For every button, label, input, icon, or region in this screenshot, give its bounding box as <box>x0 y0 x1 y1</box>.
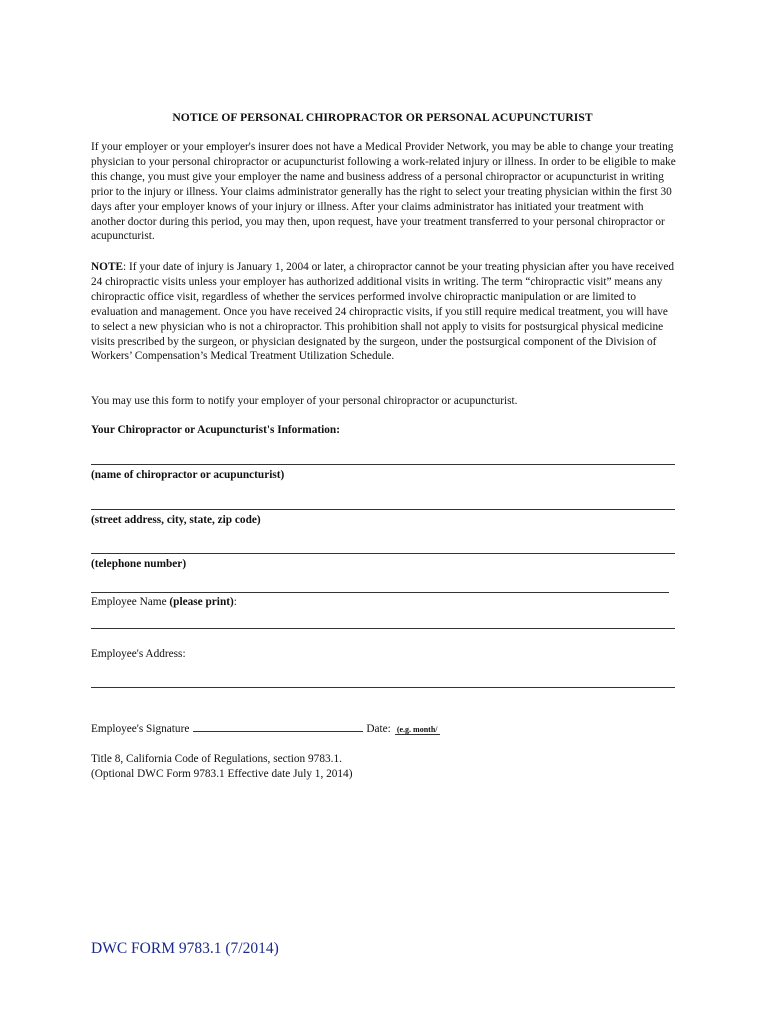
chiropractor-address-field[interactable] <box>91 509 675 510</box>
employee-name-field[interactable] <box>91 592 669 593</box>
employee-address-label: Employee's Address: <box>91 648 186 660</box>
employee-name-colon: : <box>233 596 237 608</box>
date-field[interactable]: (e.g. month/ <box>396 725 438 734</box>
date-label: Date: <box>366 723 391 735</box>
citation-line-2: (Optional DWC Form 9783.1 Effective date July 1, 2014) <box>91 768 353 780</box>
employee-name-print-note: (please print) <box>169 596 234 608</box>
note-paragraph <box>91 260 679 364</box>
chiropractor-phone-label: (telephone number) <box>91 558 187 570</box>
use-form-line: You may use this form to notify your employer of your personal chiropractor or acupuncturist. <box>91 395 518 407</box>
note-text: : If your date of injury is January 1, 2004 or later, a chiropractor cannot be your treating physician after you have received 24 chiropractic visits unless your employer has authorized additional visits in writing. The term “chiropractic visit” means any chiropractic office visit, regardless of whether the services performed involve chiropractic manipulation or are limited to evaluation and management. Once you have received 24 chiropractic visits, if you still require medical treatment, you will have to select a new physician who is not a chiropractor. This prohibition shall not apply to visits for postsurgical physical medicine visits prescribed by the surgeon, or physician designated by the surgeon, under the postsurgical component of the Division of Workers’ Compensation’s Medical Treatment Utilization Schedule. <box>91 261 675 363</box>
chiropractor-address-label: (street address, city, state, zip code) <box>91 514 261 526</box>
document-title: NOTICE OF PERSONAL CHIROPRACTOR OR PERSONAL ACUPUNCTURIST <box>172 111 593 124</box>
employee-name-prefix: Employee Name <box>91 596 170 608</box>
intro-paragraph: If your employer or your employer's insurer does not have a Medical Provider Network, you may be able to change your treating physician to your personal chiropractor or acupuncturist following a work-related injury or illness. In order to be eligible to make this change, you must give your employer the name and business address of a personal chiropractor or acupuncturist in writing prior to the injury or illness. Your claims administrator generally has the right to select your treating physician within the first 30 days after your employer knows of your injury or illness. After your claims administrator has initiated your treatment with another doctor during this period, you may then, upon request, have your treatment transferred to your personal chiropractor or acupuncturist. <box>91 141 676 243</box>
employee-address-field[interactable] <box>91 687 675 688</box>
employee-name-entry-line[interactable] <box>91 628 675 629</box>
employee-name-label <box>91 596 237 608</box>
signature-field[interactable] <box>193 721 363 732</box>
signature-label: Employee's Signature <box>91 723 190 735</box>
signature-row <box>91 721 440 735</box>
chiropractor-phone-field[interactable] <box>91 553 675 554</box>
chiropractor-name-field[interactable] <box>91 464 675 465</box>
form-footer: DWC FORM 9783.1 (7/2014) <box>91 940 279 957</box>
chiropractor-name-label: (name of chiropractor or acupuncturist) <box>91 469 285 481</box>
citation-line-1: Title 8, California Code of Regulations, section 9783.1. <box>91 753 342 765</box>
note-label: NOTE <box>91 261 124 273</box>
info-heading: Your Chiropractor or Acupuncturist's Information: <box>91 424 340 436</box>
